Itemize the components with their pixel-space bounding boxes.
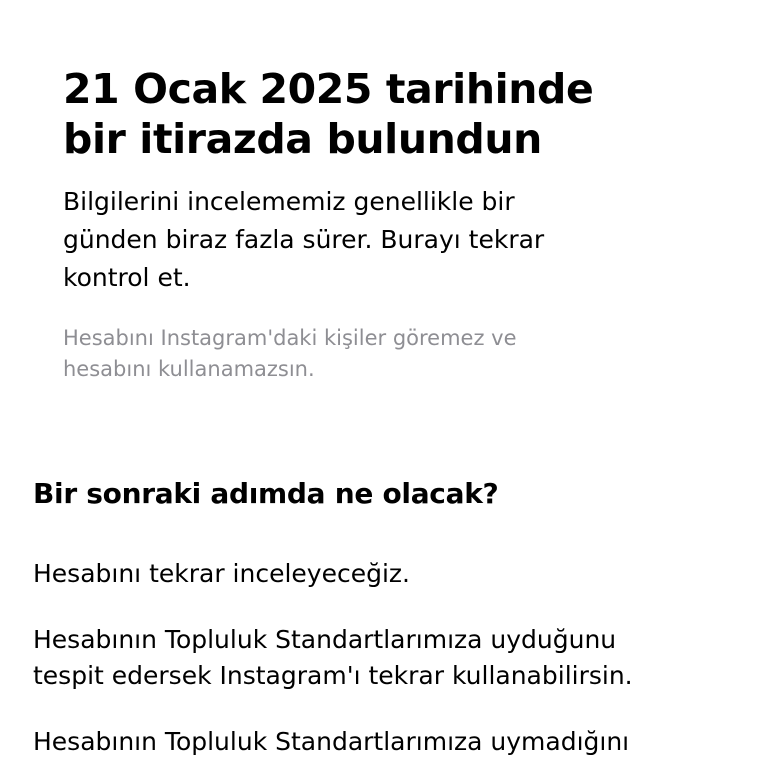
next-steps-list — [33, 556, 763, 760]
next-step-item: Hesabının Topluluk Standartlarımıza uymadığını — [33, 727, 630, 756]
appeal-status-header — [63, 64, 743, 385]
next-steps-section — [33, 474, 763, 768]
review-time-description: Bilgilerini incelememiz genellikle bir günden biraz fazla sürer. Burayı tekrar kontrol et. — [63, 187, 545, 292]
next-steps-heading: Bir sonraki adımda ne olacak? — [33, 477, 499, 510]
account-visibility-note: Hesabını Instagram'daki kişiler göremez ve hesabını kullanamazsın. — [63, 326, 517, 381]
next-step-item: Hesabını tekrar inceleyeceğiz. — [33, 559, 410, 588]
page-title: 21 Ocak 2025 tarihinde bir itirazda bulundun — [63, 65, 594, 163]
next-step-item: Hesabının Topluluk Standartlarımıza uyduğunu tespit edersek Instagram'ı tekrar kullanabilirsin. — [33, 625, 633, 690]
